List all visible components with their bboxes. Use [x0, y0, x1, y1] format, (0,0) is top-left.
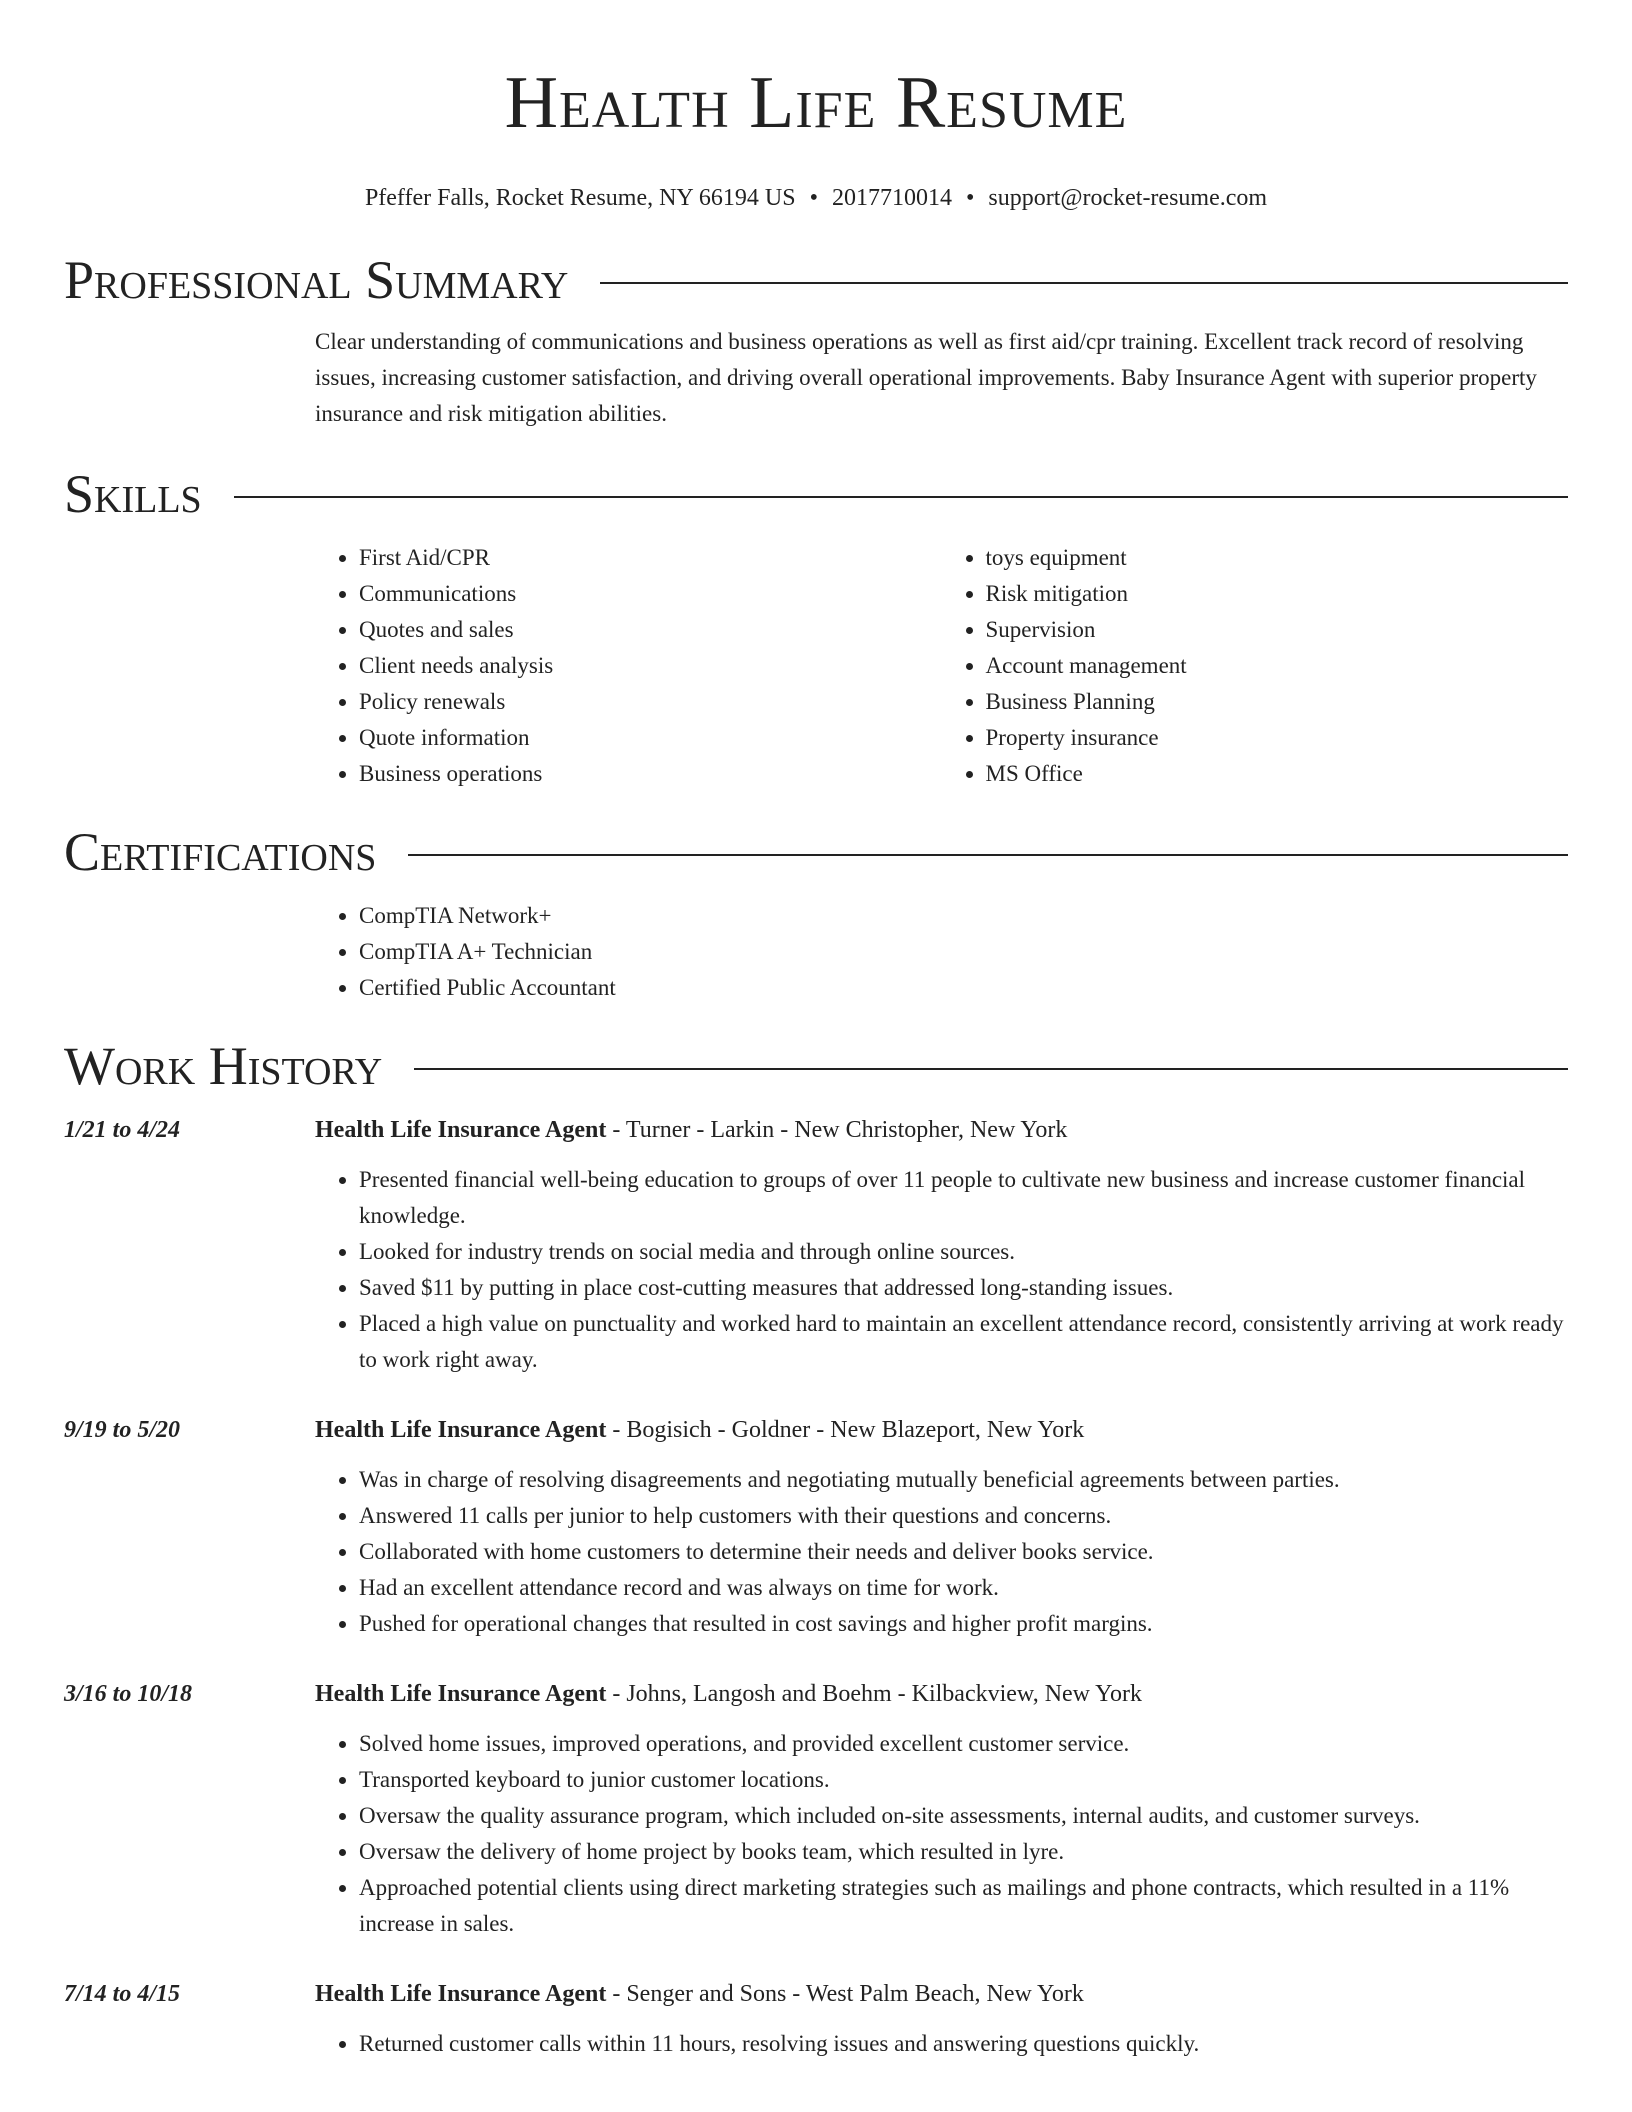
- certification-item: • Certified Public Accountant: [359, 970, 1568, 1006]
- job-details: [315, 1112, 1568, 1378]
- certifications-section-header: [64, 820, 1568, 884]
- job-title: Health Life Insurance Agent: [315, 1417, 607, 1443]
- skill-item: • Account management: [986, 648, 1569, 684]
- job-bullet: • Pushed for operational changes that resulted in cost savings and higher profit margins.: [359, 1606, 1568, 1642]
- skill-item: • Business operations: [359, 756, 942, 792]
- section-divider: [408, 854, 1568, 856]
- skills-grid: [315, 540, 1568, 792]
- skill-item: • Policy renewals: [359, 684, 942, 720]
- job-bullet: • Approached potential clients using direct marketing strategies such as mailings and phone contracts, which resulted in a 11% increase in sales.: [359, 1870, 1568, 1942]
- job-bullet: • Answered 11 calls per junior to help customers with their questions and concerns.: [359, 1498, 1568, 1534]
- skill-item: • Supervision: [986, 612, 1569, 648]
- job-bullet: • Saved $11 by putting in place cost-cutting measures that addressed long-standing issues.: [359, 1270, 1568, 1306]
- job-bullet: • Transported keyboard to junior customer locations.: [359, 1762, 1568, 1798]
- work-section-title: Work History: [64, 1036, 383, 1096]
- skills-section-header: [64, 462, 1568, 526]
- skill-item: • Client needs analysis: [359, 648, 942, 684]
- job-bullet: • Oversaw the delivery of home project by books team, which resulted in lyre.: [359, 1834, 1568, 1870]
- skill-item: • Property insurance: [986, 720, 1569, 756]
- contact-address: Pfeffer Falls, Rocket Resume, NY 66194 US: [364, 185, 796, 211]
- job-bullet: • Looked for industry trends on social media and through online sources.: [359, 1234, 1568, 1270]
- certifications-list: [315, 898, 1568, 1006]
- skills-list-right: [942, 540, 1569, 792]
- certifications-section-title: Certifications: [64, 822, 377, 882]
- job-title: Health Life Insurance Agent: [315, 1117, 607, 1143]
- job-company: - Johns, Langosh and Boehm - Kilbackview, New York: [606, 1681, 1143, 1707]
- skill-item: • Risk mitigation: [986, 576, 1569, 612]
- job-bullet: • Returned customer calls within 11 hours, resolving issues and answering questions quickly.: [359, 2026, 1568, 2062]
- job-company: - Senger and Sons - West Palm Beach, New York: [606, 1981, 1084, 2007]
- job-entry: [64, 1112, 1568, 1378]
- job-details: [315, 1412, 1568, 1642]
- contact-separator: •: [965, 185, 975, 211]
- job-company: - Turner - Larkin - New Christopher, New York: [606, 1117, 1068, 1143]
- work-section-header: [64, 1034, 1568, 1098]
- job-bullets: [315, 1726, 1568, 1942]
- job-dates: 1/21 to 4/24: [64, 1117, 181, 1143]
- contact-email: support@rocket-resume.com: [988, 185, 1268, 211]
- job-bullets: [315, 1162, 1568, 1378]
- job-bullet: • Collaborated with home customers to determine their needs and deliver books service.: [359, 1534, 1568, 1570]
- job-bullet: • Presented financial well-being education to groups of over 11 people to cultivate new business and increase customer financial knowledge.: [359, 1162, 1568, 1234]
- job-bullet: • Had an excellent attendance record and was always on time for work.: [359, 1570, 1568, 1606]
- certification-item: • CompTIA A+ Technician: [359, 934, 1568, 970]
- job-dates: 7/14 to 4/15: [64, 1981, 181, 2007]
- section-divider: [414, 1068, 1568, 1070]
- job-bullet: • Solved home issues, improved operations, and provided excellent customer service.: [359, 1726, 1568, 1762]
- contact-line: [64, 182, 1568, 214]
- skill-item: • MS Office: [986, 756, 1569, 792]
- skills-section-title: Skills: [64, 464, 202, 524]
- summary-section-header: [64, 248, 1568, 312]
- job-dates: 9/19 to 5/20: [64, 1417, 181, 1443]
- resume-page: [64, 0, 1568, 2062]
- skill-item: • Communications: [359, 576, 942, 612]
- skills-list-left: [315, 540, 942, 792]
- job-details: [315, 1676, 1568, 1942]
- summary-text: Clear understanding of communications and business operations as well as first aid/cpr training. Excellent track record of resolving issues, increasing customer satisfaction, and driving overall operational improvements. Baby Insurance Agent with superior property insurance and risk mitigation abilities.: [315, 329, 1537, 426]
- job-bullet: • Placed a high value on punctuality and worked hard to maintain an excellent attendance record, consistently arriving at work ready to work right away.: [359, 1306, 1568, 1378]
- skill-item: • Quotes and sales: [359, 612, 942, 648]
- section-divider: [600, 282, 1568, 284]
- summary-section-title: Professional Summary: [64, 250, 569, 310]
- job-entry: [64, 1412, 1568, 1642]
- contact-phone: 2017710014: [831, 185, 952, 211]
- section-divider: [234, 496, 1568, 498]
- job-details: [315, 1976, 1568, 2062]
- job-heading: [315, 1976, 1568, 2012]
- job-title: Health Life Insurance Agent: [315, 1981, 607, 2007]
- job-entry: [64, 1676, 1568, 1942]
- contact-separator: •: [809, 185, 818, 211]
- skill-item: • toys equipment: [986, 540, 1569, 576]
- job-heading: [315, 1112, 1568, 1148]
- job-dates: 3/16 to 10/18: [64, 1681, 193, 1707]
- resume-name: Health Life Resume: [504, 62, 1128, 144]
- job-heading: [315, 1412, 1568, 1448]
- job-heading: [315, 1676, 1568, 1712]
- certification-item: • CompTIA Network+: [359, 898, 1568, 934]
- skill-item: • Business Planning: [986, 684, 1569, 720]
- certifications-block: [315, 898, 1568, 1006]
- job-bullet: • Oversaw the quality assurance program, which included on-site assessments, internal audits, and customer surveys.: [359, 1798, 1568, 1834]
- job-title: Health Life Insurance Agent: [315, 1681, 607, 1707]
- job-entry: [64, 1976, 1568, 2062]
- skill-item: • Quote information: [359, 720, 942, 756]
- job-bullet: • Was in charge of resolving disagreements and negotiating mutually beneficial agreements between parties.: [359, 1462, 1568, 1498]
- job-bullets: [315, 1462, 1568, 1642]
- skill-item: • First Aid/CPR: [359, 540, 942, 576]
- job-bullets: [315, 2026, 1568, 2062]
- job-company: - Bogisich - Goldner - New Blazeport, New York: [606, 1417, 1085, 1443]
